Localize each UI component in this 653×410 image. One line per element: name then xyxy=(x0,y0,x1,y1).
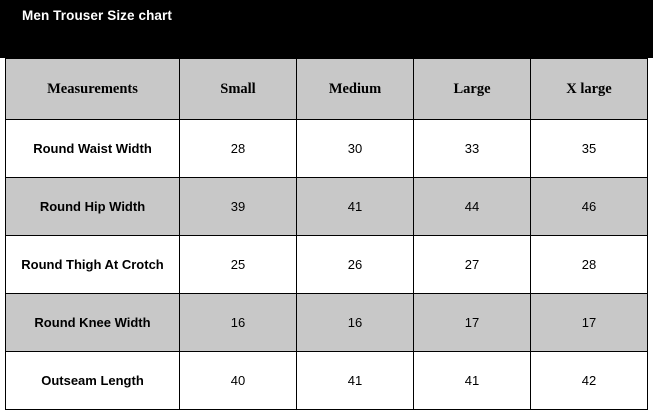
cell-value: 44 xyxy=(414,178,531,236)
column-header-measurements: Measurements xyxy=(6,59,180,120)
cell-value: 33 xyxy=(414,120,531,178)
cell-value: 46 xyxy=(531,178,648,236)
table-row xyxy=(6,120,648,178)
cell-value: 41 xyxy=(297,352,414,410)
row-label: Round Thigh At Crotch xyxy=(6,236,180,294)
cell-value: 40 xyxy=(180,352,297,410)
cell-value: 28 xyxy=(180,120,297,178)
column-header-xlarge: X large xyxy=(531,59,648,120)
title-bar xyxy=(0,0,653,58)
cell-value: 17 xyxy=(414,294,531,352)
cell-value: 17 xyxy=(531,294,648,352)
row-label: Round Hip Width xyxy=(6,178,180,236)
cell-value: 27 xyxy=(414,236,531,294)
cell-value: 42 xyxy=(531,352,648,410)
column-header-medium: Medium xyxy=(297,59,414,120)
page-title: Men Trouser Size chart xyxy=(22,8,172,23)
cell-value: 35 xyxy=(531,120,648,178)
row-label: Round Waist Width xyxy=(6,120,180,178)
cell-value: 39 xyxy=(180,178,297,236)
column-header-large: Large xyxy=(414,59,531,120)
size-chart-table xyxy=(5,58,648,410)
column-header-small: Small xyxy=(180,59,297,120)
cell-value: 41 xyxy=(297,178,414,236)
cell-value: 16 xyxy=(180,294,297,352)
table-row xyxy=(6,178,648,236)
cell-value: 16 xyxy=(297,294,414,352)
cell-value: 25 xyxy=(180,236,297,294)
table-header-row xyxy=(6,59,648,120)
cell-value: 26 xyxy=(297,236,414,294)
table-row xyxy=(6,352,648,410)
table-row xyxy=(6,236,648,294)
cell-value: 41 xyxy=(414,352,531,410)
row-label: Round Knee Width xyxy=(6,294,180,352)
row-label: Outseam Length xyxy=(6,352,180,410)
cell-value: 28 xyxy=(531,236,648,294)
table-row xyxy=(6,294,648,352)
cell-value: 30 xyxy=(297,120,414,178)
